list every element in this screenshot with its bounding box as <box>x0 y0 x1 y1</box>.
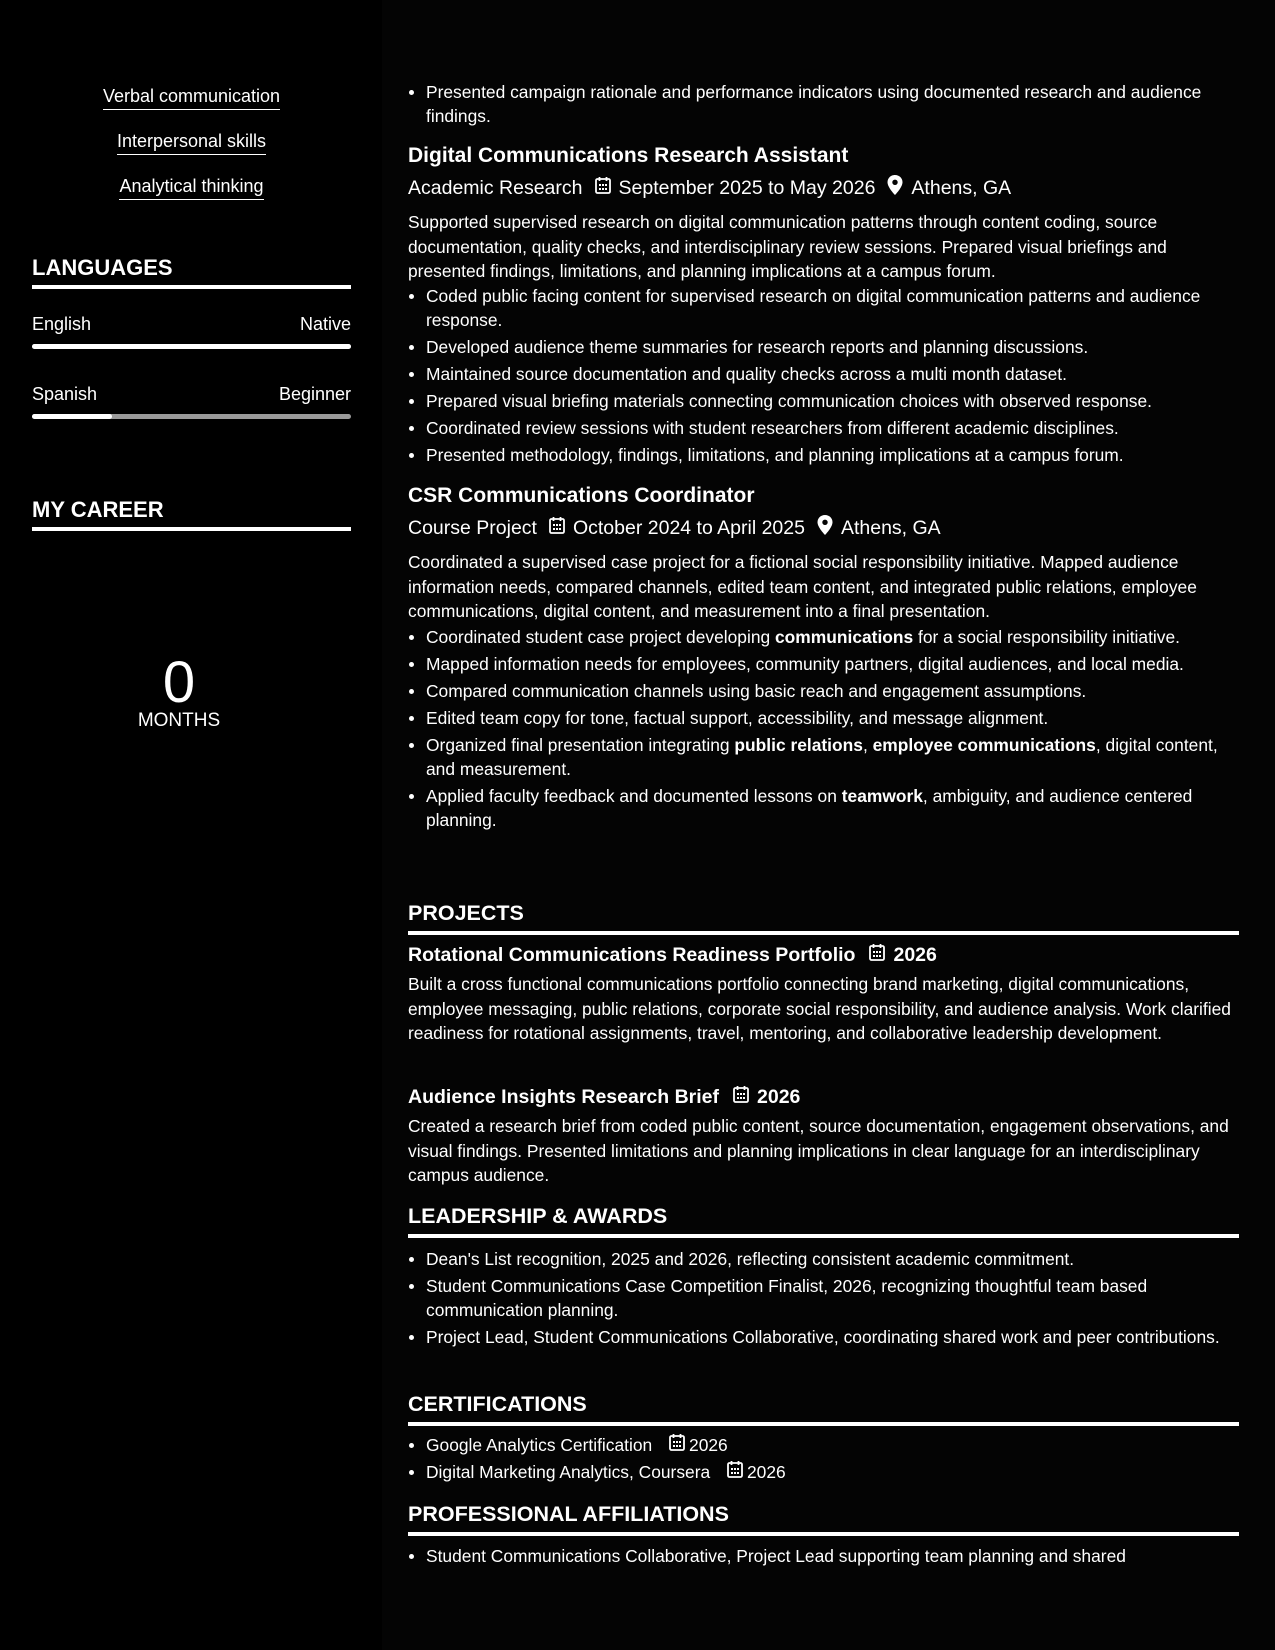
language-level: Beginner <box>278 384 351 404</box>
language-proficiency-bar <box>32 344 351 349</box>
calendar-icon <box>727 1460 743 1484</box>
calendar-icon <box>733 1085 749 1109</box>
career-unit: MONTHS <box>137 710 221 731</box>
bullet-list <box>426 284 1244 470</box>
skill-item: Analytical thinking <box>32 176 351 200</box>
leadership-heading: LEADERSHIP & AWARDS <box>408 1204 1239 1238</box>
bullet-list <box>426 80 1244 131</box>
list-item: Dean's List recognition, 2025 and 2026, reflecting consistent academic commitment. <box>426 1247 1244 1271</box>
affiliations-heading: PROFESSIONAL AFFILIATIONS <box>408 1502 1239 1536</box>
project-description: Created a research brief from coded public content, source documentation, engagement observations, and visual findings. Presented limitations and planning implications in clear language for an interdisciplinary campus audience. <box>408 1116 1229 1185</box>
language-proficiency-bar <box>32 414 351 419</box>
job-meta <box>408 515 941 541</box>
job-title: CSR Communications Coordinator <box>408 484 755 507</box>
language-level: Native <box>299 314 351 334</box>
job-summary: Supported supervised research on digital communication patterns through content coding, source documentation, quality checks, and interdisciplinary review sessions. Prepared visual briefings and presented findings, limitations, and planning implications at a campus forum. <box>408 212 1167 281</box>
calendar-icon <box>869 943 885 967</box>
certifications-heading: CERTIFICATIONS <box>408 1392 1239 1426</box>
project-year: 2026 <box>757 1085 801 1108</box>
language-name: English <box>32 314 92 334</box>
language-item <box>32 384 351 419</box>
calendar-icon <box>669 1433 685 1457</box>
project-title: Audience Insights Research Brief 2026 <box>408 1085 801 1108</box>
location-pin-icon <box>887 175 903 201</box>
list-item: Coded public facing content for supervised research on digital communication patterns and audience response. <box>426 284 1244 332</box>
skill-item: Interpersonal skills <box>32 131 351 155</box>
job-org: Course Project <box>408 516 537 539</box>
list-item: Maintained source documentation and quality checks across a multi month dataset. <box>426 362 1244 386</box>
list-item: Applied faculty feedback and documented lessons on teamwork, ambiguity, and audience centered planning. <box>426 784 1244 832</box>
list-item: Project Lead, Student Communications Collaborative, coordinating shared work and peer contributions. <box>426 1325 1244 1349</box>
job-location: Athens, GA <box>911 176 1012 199</box>
language-proficiency-fill <box>32 344 351 349</box>
project-description: Built a cross functional communications portfolio connecting brand marketing, digital communications, employee messaging, public relations, corporate social responsibility, and audience analysis. Work clarified readiness for rotational assignments, travel, mentoring, and collaborative leadership development. <box>408 974 1231 1043</box>
list-item: Coordinated review sessions with student researchers from different academic disciplines. <box>426 416 1244 440</box>
location-pin-icon <box>817 515 833 541</box>
bullet-list <box>426 1544 1244 1571</box>
calendar-icon <box>549 516 565 540</box>
list-item: Edited team copy for tone, factual support, accessibility, and message alignment. <box>426 706 1244 730</box>
list-item: Coordinated student case project developing communications for a social responsibility initiative. <box>426 625 1244 649</box>
list-item: Student Communications Case Competition Finalist, 2026, recognizing thoughtful team based communication planning. <box>426 1274 1244 1322</box>
language-name: Spanish <box>32 384 98 404</box>
bullet-list <box>426 1247 1244 1352</box>
job-dates: October 2024 to April 2025 <box>572 516 805 539</box>
list-item: Developed audience theme summaries for research reports and planning discussions. <box>426 335 1244 359</box>
languages-heading: LANGUAGES <box>32 255 351 289</box>
career-heading: MY CAREER <box>32 497 351 531</box>
job-title: Digital Communications Research Assistant <box>408 144 849 167</box>
language-proficiency-fill <box>32 414 112 419</box>
job-summary: Coordinated a supervised case project for a fictional social responsibility initiative. Mapped audience information needs, compared channels, edited team content, and integrated public relations, employee communications, digital content, and measurement into a final presentation. <box>408 552 1197 621</box>
project-title: Rotational Communications Readiness Portfolio 2026 <box>408 943 937 966</box>
project-year: 2026 <box>893 943 937 966</box>
job-dates: September 2025 to May 2026 <box>618 176 876 199</box>
job-org: Academic Research <box>408 176 583 199</box>
list-item: Mapped information needs for employees, community partners, digital audiences, and local media. <box>426 652 1244 676</box>
list-item: Student Communications Collaborative, Project Lead supporting team planning and shared <box>426 1544 1244 1568</box>
projects-heading: PROJECTS <box>408 901 1239 935</box>
list-item: Compared communication channels using basic reach and engagement assumptions. <box>426 679 1244 703</box>
list-item: Presented campaign rationale and performance indicators using documented research and audience findings. <box>426 80 1244 128</box>
calendar-icon <box>595 176 611 200</box>
skill-item: Verbal communication <box>32 86 351 110</box>
list-item: Organized final presentation integrating public relations, employee communications, digital content, and measurement. <box>426 733 1244 781</box>
sidebar <box>0 0 382 1650</box>
list-item: Google Analytics Certification 2026 <box>426 1433 1244 1457</box>
bullet-list <box>426 1433 1244 1487</box>
language-item <box>32 314 351 349</box>
list-item: Prepared visual briefing materials connecting communication choices with observed response. <box>426 389 1244 413</box>
job-meta <box>408 175 1011 201</box>
list-item: Presented methodology, findings, limitations, and planning implications at a campus forum. <box>426 443 1244 467</box>
list-item: Digital Marketing Analytics, Coursera 2026 <box>426 1460 1244 1484</box>
career-value: 0 <box>162 650 196 715</box>
bullet-list <box>426 625 1244 835</box>
job-location: Athens, GA <box>840 516 941 539</box>
